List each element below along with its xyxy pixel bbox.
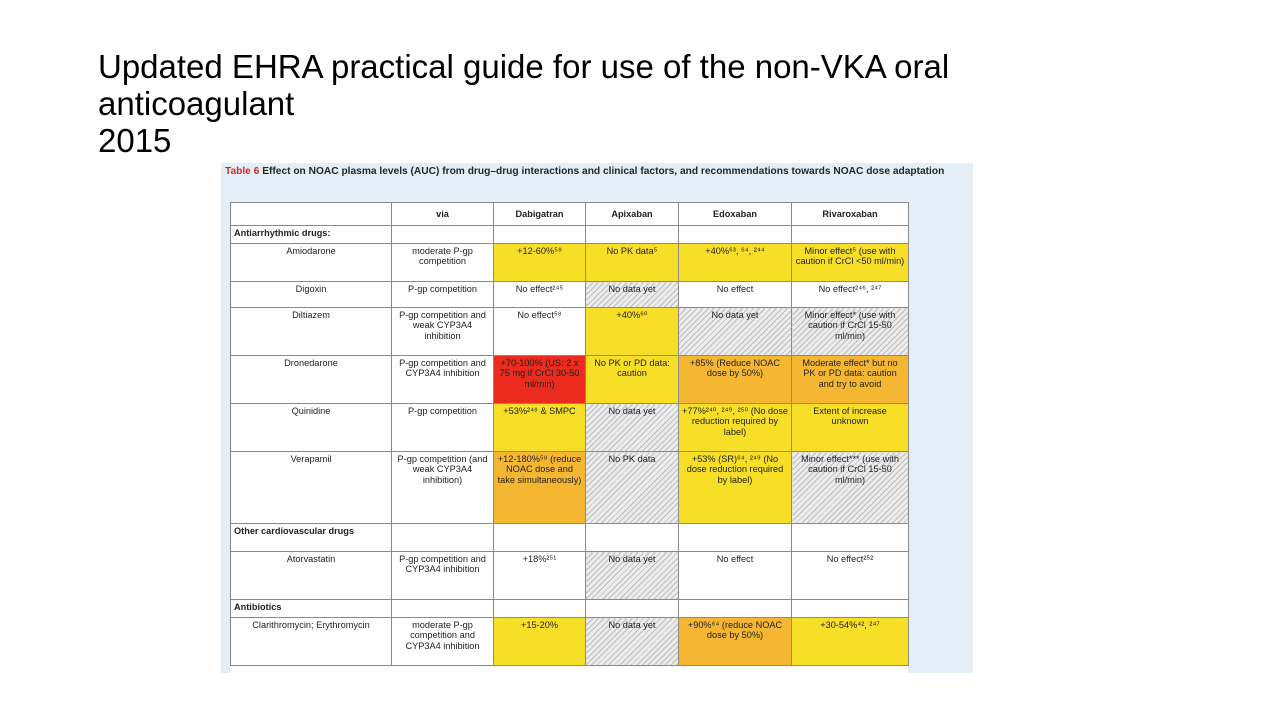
drug-name: Atorvastatin	[231, 552, 392, 600]
dabigatran-cell: +15-20%	[494, 618, 586, 666]
edoxaban-cell: No effect	[679, 282, 792, 308]
section-row-antibiotics	[231, 600, 909, 618]
edoxaban-cell: No data yet	[679, 308, 792, 356]
edoxaban-cell: +40%⁶³, ⁶⁴, ²⁴⁴	[679, 244, 792, 282]
dabigatran-cell: +12-180%⁵⁸ (reduce NOAC dose and take simultaneously)	[494, 452, 586, 524]
dabigatran-cell: +18%²⁵¹	[494, 552, 586, 600]
table-row	[231, 618, 909, 666]
rivaroxaban-cell: No effect²⁵²	[792, 552, 909, 600]
header-drug	[231, 203, 392, 226]
edoxaban-cell: +53% (SR)⁶⁴, ²⁴⁹ (No dose reduction required by label)	[679, 452, 792, 524]
interaction-table	[230, 202, 909, 666]
slide-title	[98, 48, 1198, 159]
drug-name: Digoxin	[231, 282, 392, 308]
edoxaban-cell: No effect	[679, 552, 792, 600]
dabigatran-cell: No effect²⁴⁵	[494, 282, 586, 308]
dabigatran-cell: No effect⁵⁸	[494, 308, 586, 356]
rivaroxaban-cell: Minor effect⁵ (use with caution if CrCl <50 ml/min)	[792, 244, 909, 282]
table-image-panel	[221, 163, 973, 673]
dabigatran-cell: +53%²⁴⁸ & SMPC	[494, 404, 586, 452]
title-line-2: anticoagulant	[98, 85, 295, 122]
header-row	[231, 203, 909, 226]
table-row	[231, 552, 909, 600]
interaction-table-wrapper	[230, 202, 908, 673]
edoxaban-cell: +85% (Reduce NOAC dose by 50%)	[679, 356, 792, 404]
table-row	[231, 404, 909, 452]
title-line-3: 2015	[98, 122, 172, 159]
via-cell: moderate P-gp competition	[392, 244, 494, 282]
apixaban-cell: No PK data⁵	[586, 244, 679, 282]
drug-name: Verapamil	[231, 452, 392, 524]
via-cell: P-gp competition (and weak CYP3A4 inhibition)	[392, 452, 494, 524]
rivaroxaban-cell: Extent of increase unknown	[792, 404, 909, 452]
section-label: Antiarrhythmic drugs:	[231, 226, 392, 244]
section-label: Other cardiovascular drugs	[231, 524, 392, 552]
via-cell: P-gp competition and CYP3A4 inhibition	[392, 552, 494, 600]
apixaban-cell: No data yet	[586, 618, 679, 666]
header-dabigatran: Dabigatran	[494, 203, 586, 226]
header-edoxaban: Edoxaban	[679, 203, 792, 226]
via-cell: P-gp competition	[392, 282, 494, 308]
rivaroxaban-cell: +30-54%⁴², ²⁴⁷	[792, 618, 909, 666]
apixaban-cell: No PK data	[586, 452, 679, 524]
via-cell: P-gp competition and CYP3A4 inhibition	[392, 356, 494, 404]
table-row	[231, 244, 909, 282]
table-row	[231, 308, 909, 356]
header-via: via	[392, 203, 494, 226]
edoxaban-cell: +77%²⁴⁰, ²⁴⁹, ²⁵⁰ (No dose reduction required by label)	[679, 404, 792, 452]
rivaroxaban-cell: No effect²⁴⁶, ²⁴⁷	[792, 282, 909, 308]
via-cell: moderate P-gp competition and CYP3A4 inhibition	[392, 618, 494, 666]
table-caption-text: Effect on NOAC plasma levels (AUC) from drug–drug interactions and clinical factors, and recommendations towards NOAC dose adaptation	[262, 166, 945, 177]
section-label: Antibiotics	[231, 600, 392, 618]
apixaban-cell: No data yet	[586, 404, 679, 452]
table-number: Table 6	[225, 166, 260, 177]
drug-name: Amiodarone	[231, 244, 392, 282]
dabigatran-cell: +70-100% (US: 2 x 75 mg if CrCl 30-50 ml/min)	[494, 356, 586, 404]
section-row-cardio	[231, 524, 909, 552]
title-line-1: Updated EHRA practical guide for use of the non-VKA oral	[98, 48, 950, 85]
rivaroxaban-cell: Moderate effect* but no PK or PD data: caution and try to avoid	[792, 356, 909, 404]
via-cell: P-gp competition and weak CYP3A4 inhibition	[392, 308, 494, 356]
drug-name: Quinidine	[231, 404, 392, 452]
apixaban-cell: No PK or PD data: caution	[586, 356, 679, 404]
via-cell: P-gp competition	[392, 404, 494, 452]
table-row	[231, 282, 909, 308]
edoxaban-cell: +90%⁶⁴ (reduce NOAC dose by 50%)	[679, 618, 792, 666]
apixaban-cell: +40%⁶⁰	[586, 308, 679, 356]
rivaroxaban-cell: Minor effect* (use with caution if CrCl 15-50 ml/min)	[792, 308, 909, 356]
dabigatran-cell: +12-60%⁵⁸	[494, 244, 586, 282]
header-apixaban: Apixaban	[586, 203, 679, 226]
section-row-antiarrhythmic	[231, 226, 909, 244]
drug-name: Clarithromycin; Erythromycin	[231, 618, 392, 666]
table-row	[231, 356, 909, 404]
rivaroxaban-cell: Minor effect*** (use with caution if CrCl 15-50 ml/min)	[792, 452, 909, 524]
apixaban-cell: No data yet	[586, 552, 679, 600]
table-caption	[225, 166, 969, 178]
apixaban-cell: No data yet	[586, 282, 679, 308]
table-row	[231, 452, 909, 524]
drug-name: Dronedarone	[231, 356, 392, 404]
header-rivaroxaban: Rivaroxaban	[792, 203, 909, 226]
drug-name: Diltiazem	[231, 308, 392, 356]
